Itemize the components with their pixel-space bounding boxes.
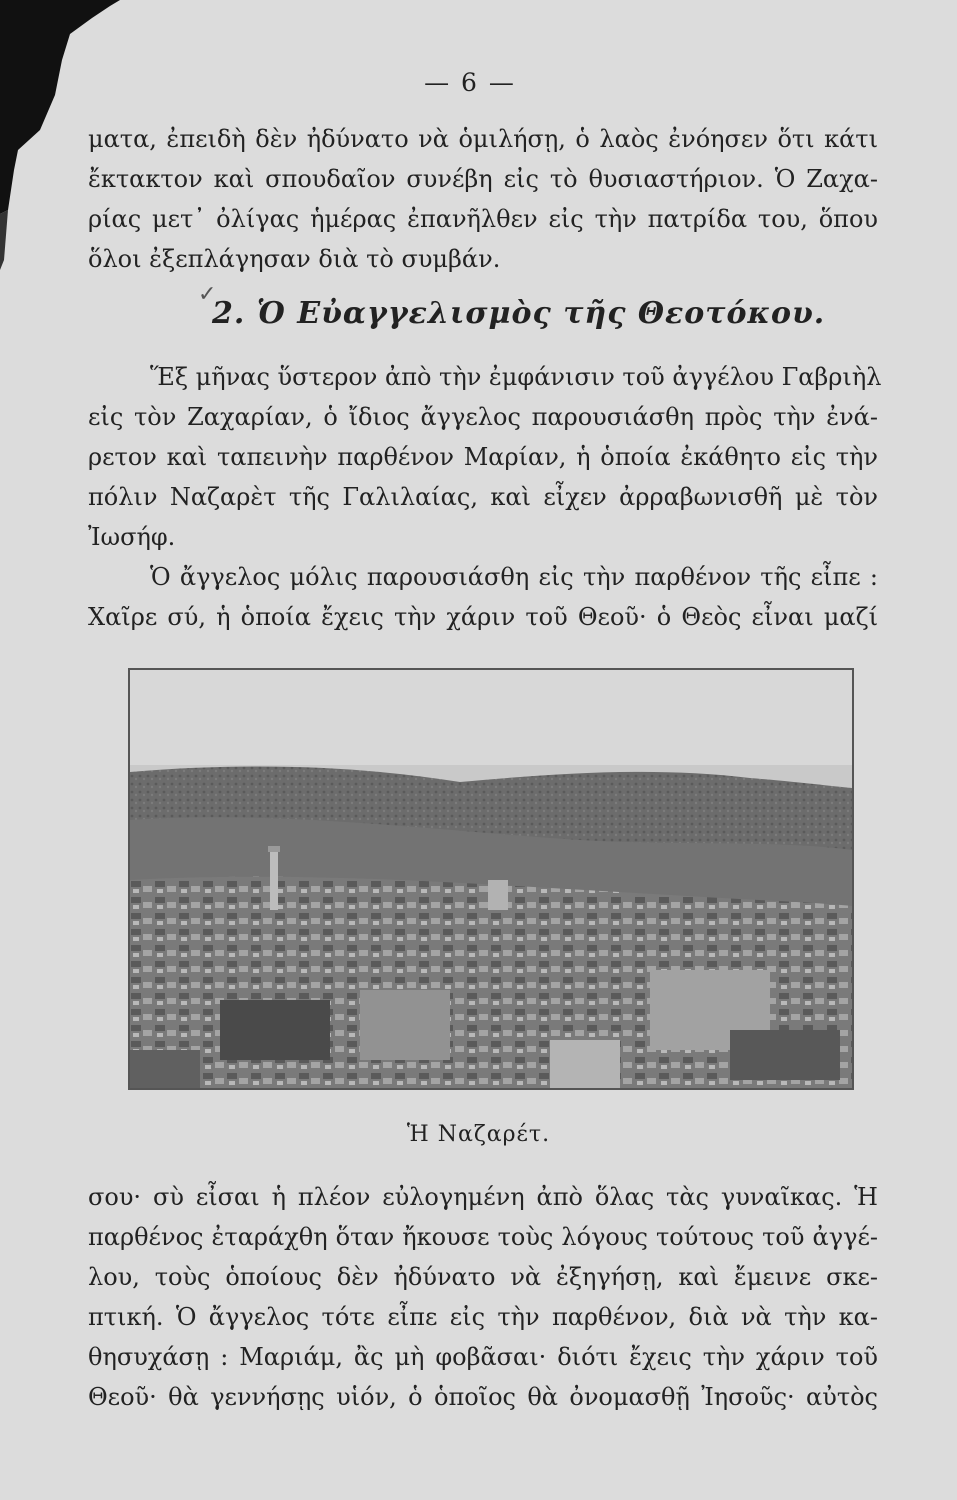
text-line: Ἰωσήφ.	[88, 523, 176, 551]
text-line: θησυχάσῃ : Μαριάμ, ἂς μὴ φοβᾶσαι· διότι ἔχεις τὴν χάριν τοῦ	[88, 1343, 878, 1371]
text-line: Χαῖρε σύ, ἡ ὁποία ἔχεις τὴν χάριν τοῦ Θεοῦ· ὁ Θεὸς εἶναι μαζί	[88, 603, 878, 631]
page-number: — 6 —	[424, 68, 516, 97]
text-line: Ὁ ἄγγελος μόλις παρουσιάσθη εἰς τὴν παρθένον τῆς εἶπε :	[150, 563, 878, 591]
text-line: λου, τοὺς ὁποίους δὲν ἠδύνατο νὰ ἐξηγήσῃ, καὶ ἔμεινε σκε-	[88, 1263, 878, 1291]
text-line: παρθένος ἐταράχθη ὅταν ἤκουσε τοὺς λόγους τούτους τοῦ ἀγγέ-	[88, 1223, 878, 1251]
text-line: πόλιν Ναζαρὲτ τῆς Γαλιλαίας, καὶ εἶχεν ἀρραβωνισθῆ μὲ τὸν	[88, 483, 878, 511]
text-line: Θεοῦ· θὰ γεννήσῃς υἱόν, ὁ ὁποῖος θὰ ὀνομασθῇ Ἰησοῦς· αὐτὸς	[88, 1383, 878, 1411]
pencil-check-icon: ✓	[198, 282, 217, 307]
text-line: ρετον καὶ ταπεινὴν παρθένον Μαρίαν, ἡ ὁποία ἐκάθητο εἰς τὴν	[88, 443, 878, 471]
text-line: εἰς τὸν Ζαχαρίαν, ὁ ἴδιος ἄγγελος παρουσιάσθη πρὸς τὴν ἐνά-	[88, 403, 878, 431]
text-line: σου· σὺ εἶσαι ἡ πλέον εὐλογημένη ἀπὸ ὅλας τὰς γυναῖκας. Ἡ	[88, 1183, 878, 1211]
text-line: ρίας μετ᾿ ὀλίγας ἡμέρας ἐπανῆλθεν εἰς τὴν πατρίδα του, ὅπου	[88, 205, 878, 233]
text-line: Ἕξ μῆνας ὕστερον ἀπὸ τὴν ἐμφάνισιν τοῦ ἀγγέλου Γαβριὴλ	[150, 363, 882, 391]
photo-caption: Ἡ Ναζαρέτ.	[406, 1122, 551, 1147]
text-line: ἔκτακτον καὶ σπουδαῖον συνέβη εἰς τὸ θυσιαστήριον. Ὁ Ζαχα-	[88, 165, 878, 193]
section-heading: 2. Ὁ Εὐαγγελισμὸς τῆς Θεοτόκου.	[212, 296, 826, 331]
text-line: ματα, ἐπειδὴ δὲν ἠδύνατο νὰ ὁμιλήσῃ, ὁ λαὸς ἐνόησεν ὅτι κάτι	[88, 125, 878, 153]
nazareth-photo	[128, 668, 854, 1090]
text-line: ὅλοι ἐξεπλάγησαν διὰ τὸ συμβάν.	[88, 245, 501, 273]
text-line: πτική. Ὁ ἄγγελος τότε εἶπε εἰς τὴν παρθένον, διὰ νὰ τὴν κα-	[88, 1303, 878, 1331]
